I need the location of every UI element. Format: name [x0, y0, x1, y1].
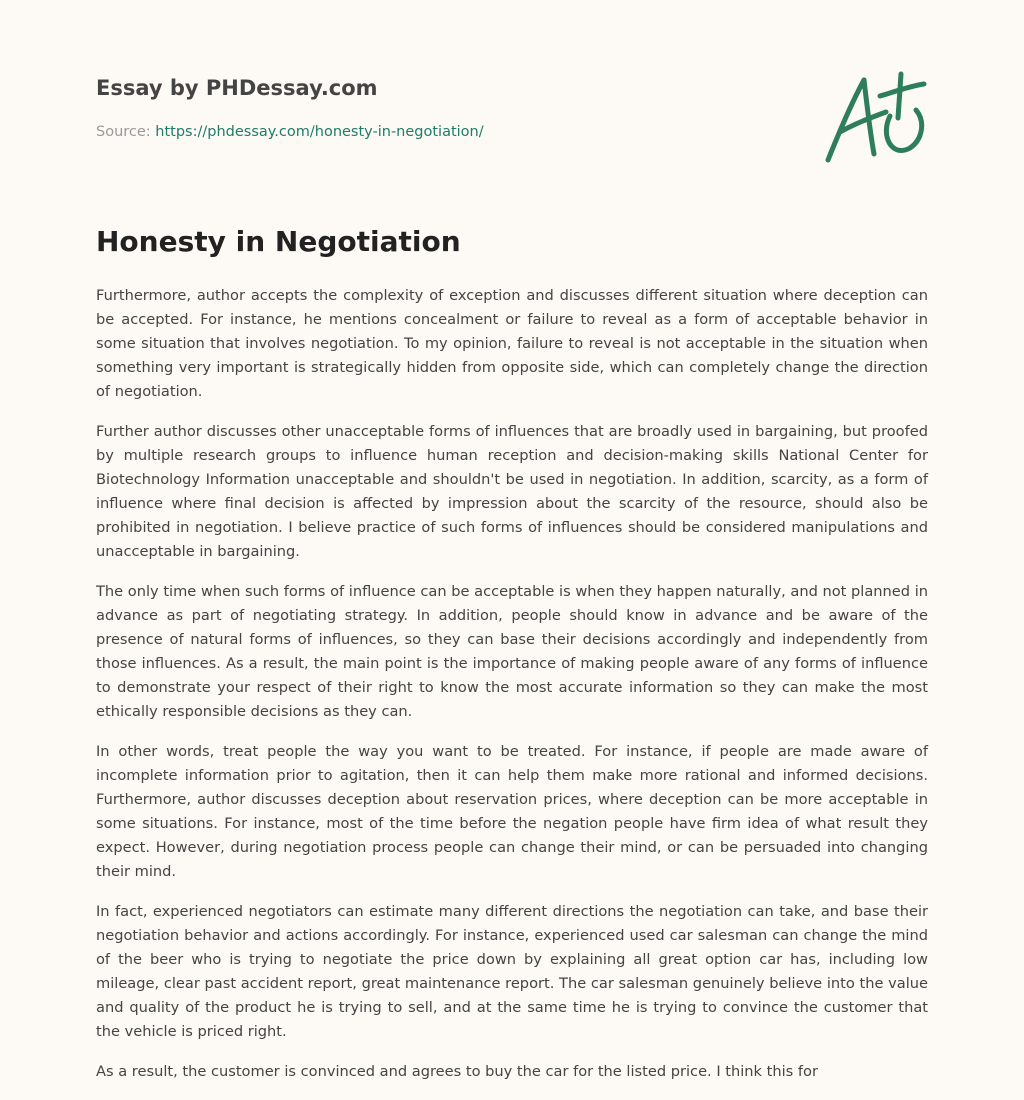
essay-title: Honesty in Negotiation — [96, 225, 461, 258]
source-line — [96, 124, 484, 140]
logo-a-left-stroke — [828, 80, 864, 160]
a-plus-logo-icon — [818, 66, 930, 166]
site-title: Essay by PHDessay.com — [96, 76, 378, 100]
source-label: Source: — [96, 124, 151, 140]
essay-paragraph: The only time when such forms of influence can be acceptable is when they happen naturally, and not planned in advance as part of negotiating strategy. In addition, people should know in advance and be aware of the presence of natural forms of influences, so they can base their decisions accordingly and independently from those influences. As a result, the main point is the importance of making people aware of any forms of influence to demonstrate your respect of their right to know the most accurate information so they can make the most ethically responsible decisions as they can. — [96, 583, 928, 720]
essay-paragraph: Further author discusses other unacceptable forms of influences that are broadly used in bargaining, but proofed by multiple research groups to influence human reception and decision-making skills National Center for Biotechnology Information unacceptable and shouldn't be used in negotiation. In addition, scarcity, as a form of influence where final decision is affected by impression about the scarcity of the resource, should also be prohibited in negotiation. I believe practice of such forms of influences should be considered manipulations and unacceptable in bargaining. — [96, 423, 928, 560]
essay-paragraph: As a result, the customer is convinced and agrees to buy the car for the listed price. I think this for — [96, 1063, 818, 1080]
essay-paragraph: In other words, treat people the way you want to be treated. For instance, if people are made aware of incomplete information prior to agitation, then it can help them make more rational and informed decisions. Furthermore, author discusses deception about reservation prices, where deception can be more acceptable in some situations. For instance, most of the time before the negation people have firm idea of what result they expect. However, during negotiation process people can change their mind, or can be persuaded into changing their mind. — [96, 743, 928, 880]
logo-plus-vertical — [898, 74, 901, 118]
essay-paragraph: In fact, experienced negotiators can estimate many different directions the negotiation can take, and base their negotiation behavior and actions accordingly. For instance, experienced used car salesman can change the mind of the beer who is trying to negotiate the price down by explaining all great option car has, including low mileage, clear past accident report, great maintenance report. The car salesman genuinely believe into the value and quality of the product he is trying to sell, and at the same time he is trying to convince the customer that the vehicle is priced right. — [96, 903, 928, 1040]
essay-body — [96, 284, 928, 1100]
source-link[interactable]: https://phdessay.com/honesty-in-negotiation/ — [155, 124, 484, 140]
logo-hook — [886, 110, 921, 150]
essay-paragraph: Furthermore, author accepts the complexity of exception and discusses different situation where deception can be accepted. For instance, he mentions concealment or failure to reveal as a form of acceptable behavior in some situation that involves negotiation. To my opinion, failure to reveal is not acceptable in the situation when something very important is strategically hidden from opposite side, which can completely change the direction of negotiation. — [96, 287, 928, 400]
